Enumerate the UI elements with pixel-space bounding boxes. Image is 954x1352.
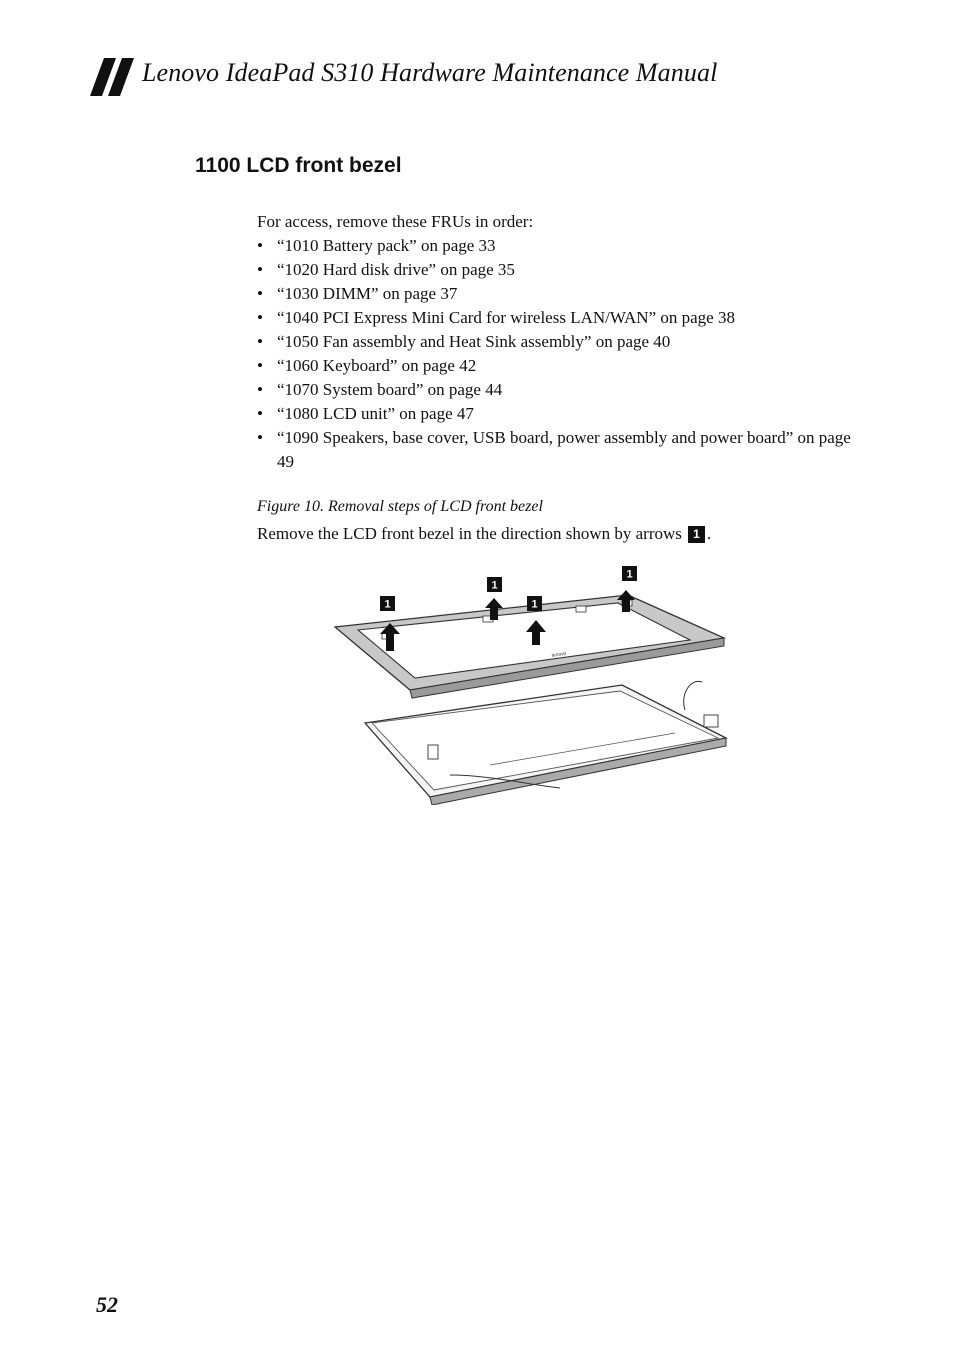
lcd-panel-assembly: [365, 681, 726, 805]
list-item: • “1070 System board” on page 44: [257, 378, 857, 402]
list-item: • “1050 Fan assembly and Heat Sink assembly” on page 40: [257, 330, 857, 354]
page-header: [90, 56, 850, 96]
manual-title: Lenovo IdeaPad S310 Hardware Maintenance Manual: [142, 58, 718, 87]
removal-instruction: [257, 524, 711, 544]
list-item: • “1020 Hard disk drive” on page 35: [257, 258, 857, 282]
lcd-bezel-removal-illustration: [330, 560, 730, 805]
list-item: • “1010 Battery pack” on page 33: [257, 234, 857, 258]
instruction-end: .: [706, 524, 712, 543]
list-item: • “1080 LCD unit” on page 47: [257, 402, 857, 426]
list-item: • “1090 Speakers, base cover, USB board, power assembly and power board” on page 49: [257, 426, 857, 474]
instruction-text: Remove the LCD front bezel in the direction shown by arrows: [257, 524, 682, 543]
access-intro: For access, remove these FRUs in order:: [257, 212, 534, 231]
section-title: 1100 LCD front bezel: [195, 154, 402, 177]
list-item: • “1030 DIMM” on page 37: [257, 282, 857, 306]
list-item: • “1060 Keyboard” on page 42: [257, 354, 857, 378]
list-item: • “1040 PCI Express Mini Card for wireless LAN/WAN” on page 38: [257, 306, 857, 330]
bezel-logo: lenovo: [551, 650, 567, 659]
access-section: [257, 210, 857, 474]
step-badge: 1: [688, 526, 705, 543]
step-label: 1: [626, 568, 633, 581]
step-label: 1: [384, 598, 391, 611]
step-label: 1: [531, 598, 538, 611]
step-label: 1: [491, 579, 498, 592]
double-slash-icon: [90, 58, 136, 96]
page-number: 52: [96, 1292, 118, 1317]
fru-list: [257, 234, 857, 474]
figure-caption: Figure 10. Removal steps of LCD front bezel: [257, 498, 543, 515]
